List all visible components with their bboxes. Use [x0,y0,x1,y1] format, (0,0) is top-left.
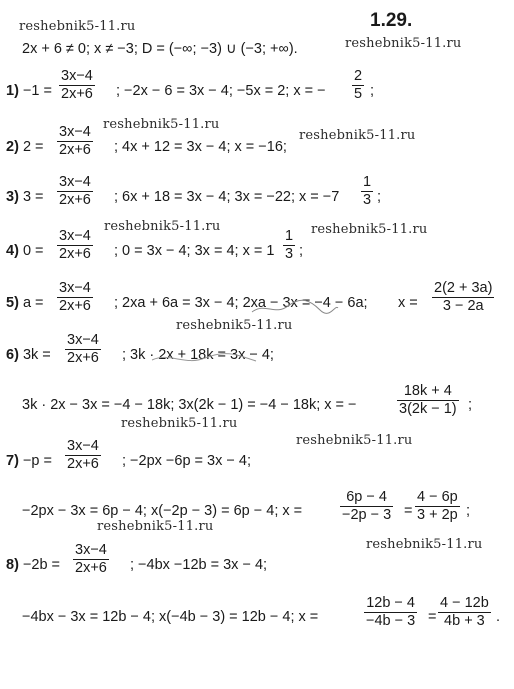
equation-lhs: −1 = [22,83,52,99]
solution-steps-line-2: −4bx − 3x = 12b − 4; x(−4b − 3) = 12b − 4; x = [22,609,319,625]
part-number: 5) [6,295,19,311]
equation-lhs: 0 = [22,243,44,259]
domain-line: 2x + 6 ≠ 0; x ≠ −3; D = (−∞; −3) ∪ (−3; +∞). [22,41,298,57]
fraction [65,438,101,473]
solution-steps: ; 2xa + 6a = 3x − 4; 2xa − 3x = −4 − 6a; [114,295,368,311]
watermark: reshebnik5-11.ru [345,36,462,51]
watermark: reshebnik5-11.ru [176,318,293,333]
pen-scribble [250,298,340,318]
numerator: 4 − 12b [440,595,489,611]
terminator: ; [468,397,473,413]
solution-steps-line-2: 3k · 2x − 3x = −4 − 18k; 3x(2k − 1) = −4 − 18k; x = − [22,397,357,413]
denominator: 2x+6 [59,246,91,262]
equation-lhs: a = [22,295,44,311]
answer-fraction [438,595,491,630]
denominator: 2x+6 [59,298,91,314]
fraction [57,124,93,159]
denominator: 2x+6 [67,456,99,472]
fraction [65,332,101,367]
numerator: 4 − 6p [417,489,458,505]
x-equals: x = [398,295,418,311]
equation-lhs: 2 = [22,139,44,155]
part-number: 2) [6,139,19,155]
equation-lhs: −p = [22,453,52,469]
numerator: 3x−4 [59,280,91,296]
equals-sign: = [404,503,413,519]
numerator: 3x−4 [59,228,91,244]
denominator: −4b − 3 [366,613,416,629]
solution-steps: ; −2x − 6 = 3x − 4; −5x = 2; x = − [116,83,326,99]
solution-steps: ; 6x + 18 = 3x − 4; 3x = −22; x = −7 [114,189,340,205]
numerator: 2(2 + 3a) [434,280,493,296]
terminator: ; [377,189,382,205]
numerator: 12b − 4 [366,595,415,611]
fraction [73,542,109,577]
numerator: 1 [285,228,294,244]
answer-fraction [361,174,373,209]
answer-fraction [364,595,417,630]
answer-fraction [283,228,295,263]
fraction [57,174,93,209]
part-number: 6) [6,347,19,363]
fraction [57,228,93,263]
numerator: 18k + 4 [403,383,452,399]
watermark: reshebnik5-11.ru [97,519,214,534]
terminator: . [496,609,501,625]
part-number: 4) [6,243,19,259]
part-number: 3) [6,189,19,205]
denominator: −2p − 3 [342,507,392,523]
solution-steps: ; −4bx −12b = 3x − 4; [130,557,268,573]
denominator: 3 [285,246,294,262]
answer-fraction [415,489,460,524]
watermark: reshebnik5-11.ru [299,128,416,143]
terminator: ; [299,243,304,259]
numerator: 3x−4 [61,68,93,84]
watermark: reshebnik5-11.ru [121,416,238,431]
solution-steps: ; 4x + 12 = 3x − 4; x = −16; [114,139,287,155]
denominator: 3 [363,192,372,208]
watermark: reshebnik5-11.ru [311,222,428,237]
pen-scribble [150,350,260,368]
denominator: 2x+6 [67,350,99,366]
denominator: 2x+6 [75,560,107,576]
denominator: 2x+6 [61,86,93,102]
solution-steps: ; 0 = 3x − 4; 3x = 4; x = 1 [114,243,275,259]
terminator: ; [370,83,375,99]
numerator: 3x−4 [67,332,99,348]
numerator: 2 [354,68,363,84]
denominator: 2x+6 [59,142,91,158]
numerator: 1 [363,174,372,190]
solution-steps: ; −2px −6p = 3x − 4; [122,453,251,469]
watermark: reshebnik5-11.ru [296,433,413,448]
denominator: 5 [354,86,363,102]
numerator: 3x−4 [75,542,107,558]
denominator: 4b + 3 [438,612,491,630]
numerator: 3x−4 [59,124,91,140]
denominator: 2x+6 [59,192,91,208]
equals-sign: = [428,609,437,625]
denominator: 3 − 2a [432,297,494,315]
answer-fraction [352,68,364,103]
fraction [57,280,93,315]
numerator: 3x−4 [59,174,91,190]
watermark: reshebnik5-11.ru [103,117,220,132]
part-number: 1) [6,83,19,99]
part-number: 7) [6,453,19,469]
equation-lhs: 3k = [22,347,51,363]
watermark: reshebnik5-11.ru [19,19,136,34]
fraction [59,68,95,103]
answer-fraction [432,280,494,315]
numerator: 3x−4 [67,438,99,454]
solution-steps: ; 3k · 2x + 18k = 3x − 4; [122,347,274,363]
problem-number: 1.29. [370,10,413,31]
denominator: 3(2k − 1) [399,401,457,417]
denominator: 3 + 2p [417,507,458,523]
watermark: reshebnik5-11.ru [104,219,221,234]
watermark: reshebnik5-11.ru [366,537,483,552]
numerator: 6p − 4 [346,489,387,505]
terminator: ; [466,503,471,519]
answer-fraction [340,489,393,524]
answer-fraction [397,383,459,418]
equation-lhs: 3 = [22,189,44,205]
part-number: 8) [6,557,19,573]
solution-steps-line-2: −2px − 3x = 6p − 4; x(−2p − 3) = 6p − 4; x = [22,503,303,519]
equation-lhs: −2b = [22,557,61,573]
